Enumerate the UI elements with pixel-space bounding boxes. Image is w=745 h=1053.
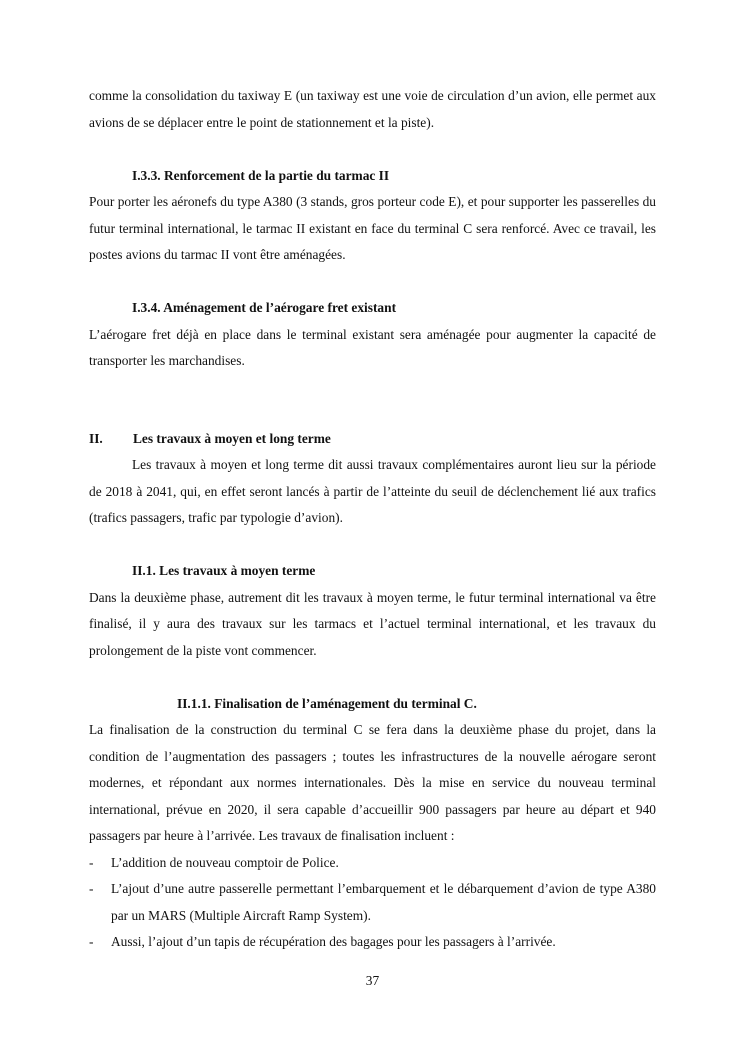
list-item-text: L’ajout d’une autre passerelle permettant l’embarquement et le débarquement d’avion de type A380 par un MARS (Multiple Aircraft Ramp System). — [111, 881, 656, 923]
paragraph-section-2: Les travaux à moyen et long terme dit aussi travaux complémentaires auront lieu sur la période de 2018 à 2041, qui, en effet seront lancés à partir de l’atteinte du seuil de déclenchement lié aux trafics (trafics passagers, trafic par typologie d’avion). — [89, 457, 656, 525]
heading-section-2-title: Les travaux à moyen et long terme — [133, 430, 331, 446]
dash-bullet: - — [89, 934, 94, 949]
paragraph-section-2-1-1: La finalisation de la construction du terminal C se fera dans la deuxième phase du projet, dans la condition de l’augmentation des passagers ; toutes les infrastructures de la nouvelle aérogare seront modernes, et répondant aux normes internationales. Dès la mise en service du nouveau terminal international, prévue en 2020, il sera capable d’accueillir 900 passagers par heure au départ et 940 passagers par heure à l’arrivée. Les travaux de finalisation incluent : — [89, 722, 656, 843]
spacer — [89, 532, 656, 559]
intro-paragraph: comme la consolidation du taxiway E (un taxiway est une voie de circulation d’un avion, elle permet aux avions de se déplacer entre le point de stationnement et la piste). — [89, 88, 656, 130]
spacer — [89, 269, 656, 296]
paragraph-section-1-3-4: L’aérogare fret déjà en place dans le terminal existant sera aménagée pour augmenter la capacité de transporter les marchandises. — [89, 326, 656, 368]
heading-section-2-1-1: II.1.1. Finalisation de l’aménagement du terminal C. — [177, 695, 477, 711]
heading-section-2-1: II.1. Les travaux à moyen terme — [132, 563, 316, 578]
heading-section-2 — [89, 426, 656, 453]
works-list — [89, 850, 656, 956]
page-number: 37 — [365, 973, 380, 988]
spacer — [89, 664, 656, 691]
paragraph-section-1-3-3: Pour porter les aéronefs du type A380 (3 stands, gros porteur code E), et pour supporter les passerelles du futur terminal international, le tarmac II existant en face du terminal C sera renforcé. Avec ce travail, les postes avions du tarmac II vont être aménagées. — [89, 194, 656, 262]
list-item-text: L’addition de nouveau comptoir de Police. — [111, 854, 339, 870]
spacer — [89, 136, 656, 163]
list-item — [89, 929, 656, 956]
list-item — [89, 876, 656, 929]
list-item-text: Aussi, l’ajout d’un tapis de récupération des bagages pour les passagers à l’arrivée. — [111, 934, 556, 949]
document-page — [89, 83, 656, 956]
heading-section-1-3-4: I.3.4. Aménagement de l’aérogare fret existant — [132, 300, 397, 315]
spacer — [89, 375, 656, 426]
paragraph-section-2-1: Dans la deuxième phase, autrement dit les travaux à moyen terme, le futur terminal international va être finalisé, il y aura des travaux sur les tarmacs et l’actuel terminal international, et les travaux du prolongement de la piste vont commencer. — [89, 589, 656, 658]
heading-section-2-number: II. — [89, 430, 103, 446]
heading-section-1-3-3: I.3.3. Renforcement de la partie du tarmac II — [132, 167, 390, 183]
dash-bullet: - — [89, 881, 94, 896]
dash-bullet: - — [89, 854, 94, 870]
list-item — [89, 850, 656, 877]
